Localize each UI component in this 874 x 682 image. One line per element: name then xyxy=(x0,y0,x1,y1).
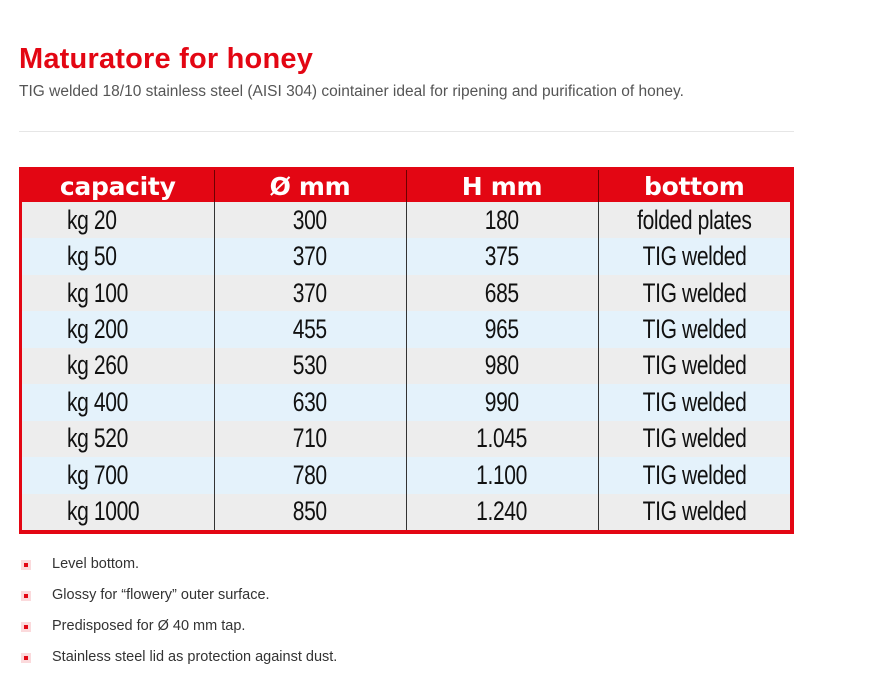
header-capacity: capacity xyxy=(22,170,214,202)
cell-bottom: TIG welded xyxy=(598,384,790,420)
cell-bottom: TIG welded xyxy=(598,421,790,457)
cell-bottom: TIG welded xyxy=(598,275,790,311)
cell-capacity: kg 700 xyxy=(22,457,214,493)
table-row xyxy=(22,384,790,420)
cell-bottom: TIG welded xyxy=(598,348,790,384)
spec-table-frame xyxy=(19,167,794,534)
table-row xyxy=(22,457,790,493)
cell-diameter: 630 xyxy=(214,384,406,420)
cell-capacity: kg 50 xyxy=(22,238,214,274)
page-title: Maturatore for honey xyxy=(19,43,314,76)
cell-height: 965 xyxy=(406,311,598,347)
square-bullet-icon xyxy=(21,591,31,601)
feature-text: Stainless steel lid as protection against dust. xyxy=(52,649,338,665)
cell-bottom: folded plates xyxy=(598,202,790,238)
cell-diameter: 850 xyxy=(214,494,406,531)
cell-capacity: kg 100 xyxy=(22,275,214,311)
table-row xyxy=(22,202,790,238)
table-header-row xyxy=(22,170,790,202)
cell-bottom: TIG welded xyxy=(598,457,790,493)
spec-table xyxy=(22,170,790,530)
cell-height: 990 xyxy=(406,384,598,420)
cell-diameter: 370 xyxy=(214,275,406,311)
cell-capacity: kg 260 xyxy=(22,348,214,384)
cell-height: 685 xyxy=(406,275,598,311)
cell-capacity: kg 520 xyxy=(22,421,214,457)
cell-height: 980 xyxy=(406,348,598,384)
cell-bottom: TIG welded xyxy=(598,311,790,347)
cell-height: 1.240 xyxy=(406,494,598,531)
cell-capacity: kg 400 xyxy=(22,384,214,420)
cell-height: 180 xyxy=(406,202,598,238)
cell-diameter: 370 xyxy=(214,238,406,274)
table-row xyxy=(22,238,790,274)
table-row xyxy=(22,348,790,384)
cell-capacity: kg 1000 xyxy=(22,494,214,531)
table-row xyxy=(22,275,790,311)
cell-height: 375 xyxy=(406,238,598,274)
cell-diameter: 455 xyxy=(214,311,406,347)
cell-diameter: 300 xyxy=(214,202,406,238)
divider xyxy=(19,131,794,132)
cell-capacity: kg 200 xyxy=(22,311,214,347)
table-row xyxy=(22,494,790,531)
cell-capacity: kg 20 xyxy=(22,202,214,238)
product-description: TIG welded 18/10 stainless steel (AISI 304) cointainer ideal for ripening and purification of honey. xyxy=(19,83,684,100)
square-bullet-icon xyxy=(21,560,31,570)
table-row xyxy=(22,311,790,347)
cell-diameter: 780 xyxy=(214,457,406,493)
feature-text: Glossy for “flowery” outer surface. xyxy=(52,587,270,603)
cell-height: 1.045 xyxy=(406,421,598,457)
square-bullet-icon xyxy=(21,622,31,632)
cell-diameter: 710 xyxy=(214,421,406,457)
feature-text: Predisposed for Ø 40 mm tap. xyxy=(52,618,246,634)
header-height: H mm xyxy=(406,170,598,202)
cell-bottom: TIG welded xyxy=(598,494,790,531)
cell-height: 1.100 xyxy=(406,457,598,493)
header-diameter: Ø mm xyxy=(214,170,406,202)
header-bottom: bottom xyxy=(598,170,790,202)
cell-diameter: 530 xyxy=(214,348,406,384)
square-bullet-icon xyxy=(21,653,31,663)
table-row xyxy=(22,421,790,457)
feature-text: Level bottom. xyxy=(52,556,140,572)
cell-bottom: TIG welded xyxy=(598,238,790,274)
